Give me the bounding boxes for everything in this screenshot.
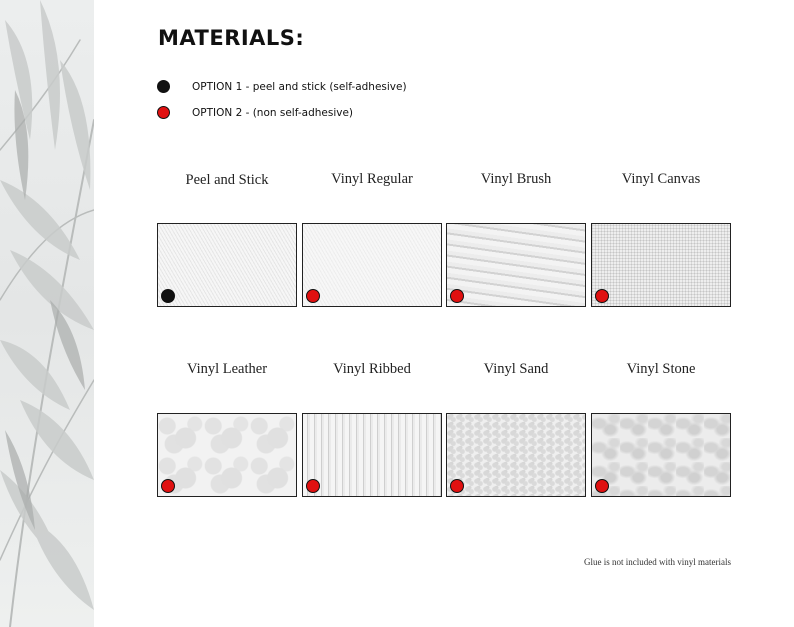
red-dot-icon [157,106,170,119]
material-swatch-vinyl-ribbed [302,413,442,497]
legend-option-1 [157,80,407,93]
vinyl-sand-texture [447,414,585,496]
material-swatch-vinyl-canvas [591,223,731,307]
material-label: Vinyl Stone [626,361,696,377]
red-dot-icon [450,479,464,493]
vinyl-brush-texture [447,224,585,306]
material-swatch-vinyl-stone [591,413,731,497]
material-label: Vinyl Regular [331,171,413,187]
material-swatch-vinyl-leather [157,413,297,497]
legend-label: OPTION 1 - peel and stick (self-adhesive) [192,80,407,93]
glue-note: Glue is not included with vinyl materials [584,557,731,567]
vinyl-ribbed-texture [303,414,441,496]
red-dot-icon [306,289,320,303]
material-label: Vinyl Brush [480,171,552,187]
material-swatch-vinyl-brush [446,223,586,307]
vinyl-regular-texture [303,224,441,306]
vinyl-stone-texture [592,414,730,496]
material-label: Vinyl Sand [483,361,549,377]
red-dot-icon [450,289,464,303]
red-dot-icon [306,479,320,493]
material-label: Peel and Stick [185,172,269,188]
material-label: Vinyl Leather [186,361,268,377]
legend-label: OPTION 2 - (non self-adhesive) [192,106,354,119]
black-dot-icon [161,289,175,303]
material-label: Vinyl Canvas [621,171,701,187]
red-dot-icon [595,479,609,493]
legend-option-2 [157,106,353,119]
palm-leaves-icon [0,0,94,627]
vinyl-leather-texture [158,414,296,496]
material-swatch-vinyl-regular [302,223,442,307]
material-swatch-vinyl-sand [446,413,586,497]
decorative-leaf-image [0,0,94,627]
material-label: Vinyl Ribbed [333,361,411,377]
red-dot-icon [595,289,609,303]
black-dot-icon [157,80,170,93]
peel-and-stick-texture [158,224,296,306]
material-swatch-peel-and-stick [157,223,297,307]
vinyl-canvas-texture [592,224,730,306]
page-title: MATERIALS: [158,26,305,50]
red-dot-icon [161,479,175,493]
